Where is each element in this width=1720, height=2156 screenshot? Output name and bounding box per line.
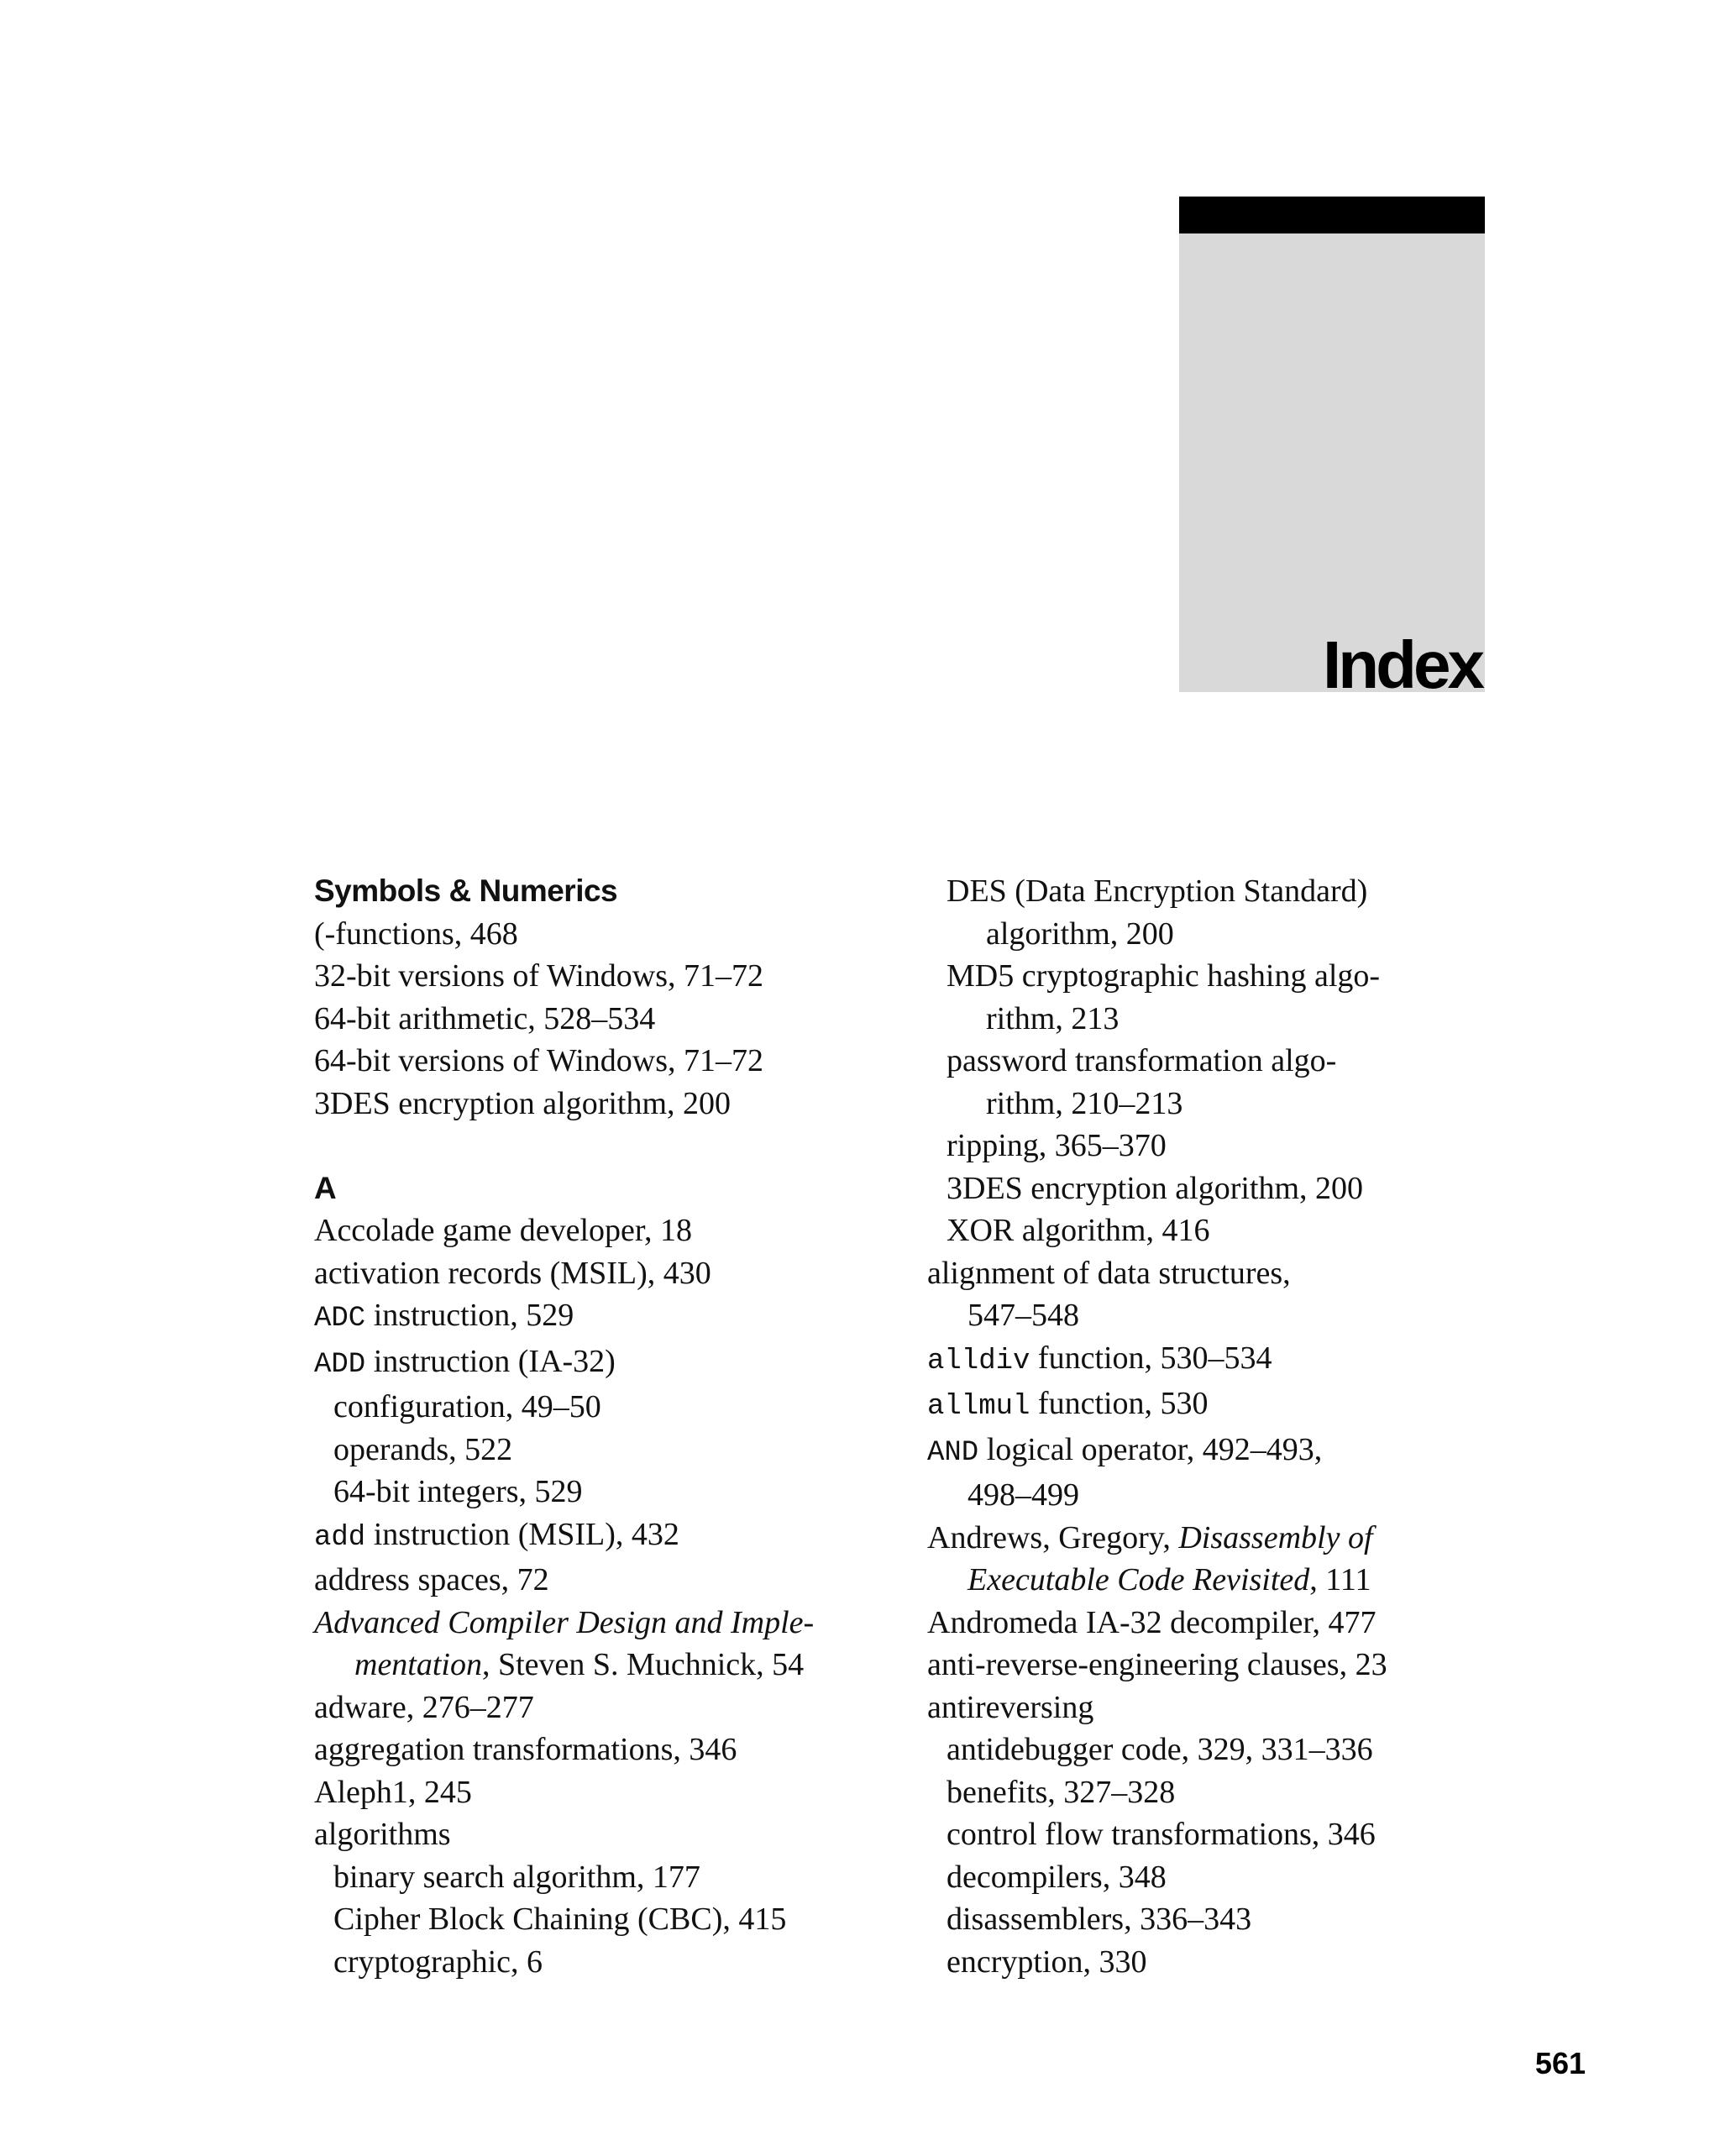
chapter-tab-bar: [1179, 197, 1485, 233]
code-term: add: [314, 1521, 366, 1554]
index-entry: Accolade game developer, 18: [314, 1213, 693, 1248]
index-subentry: binary search algorithm, 177: [333, 1859, 700, 1895]
code-term: allmul: [927, 1391, 1030, 1423]
index-subentry: password transformation algo-: [947, 1043, 1337, 1078]
index-entry: (-functions, 468: [314, 915, 518, 952]
entry-text: instruction (MSIL), 432: [365, 1516, 679, 1552]
index-subentry: MD5 cryptographic hashing algo-: [947, 958, 1381, 994]
entry-text: , 111: [1309, 1562, 1371, 1597]
entry-text: logical operator, 492–493,: [978, 1431, 1323, 1467]
entry-text: instruction (IA-32): [365, 1343, 616, 1379]
index-entry: Andromeda IA-32 decompiler, 477: [927, 1604, 1377, 1640]
index-entry: aggregation transformations, 346: [314, 1732, 737, 1767]
index-subentry: 3DES encryption algorithm, 200: [947, 1170, 1364, 1206]
page-number: 561: [1534, 2046, 1586, 2080]
entry-text: function, 530: [1030, 1386, 1209, 1421]
index-entry-continuation: 498–499: [968, 1477, 1079, 1513]
entry-text: Andrews, Gregory,: [927, 1519, 1179, 1555]
index-subentry: antidebugger code, 329, 331–336: [947, 1732, 1373, 1767]
algorithms-continued: [927, 870, 1498, 1252]
index-entry: [927, 1517, 1498, 1560]
index-subentry: control flow transformations, 346: [947, 1817, 1376, 1852]
index-entry: algorithms: [314, 1817, 451, 1852]
index-column-left: [314, 870, 868, 1983]
index-subentry: decompilers, 348: [947, 1859, 1167, 1895]
index-entry: 64-bit versions of Windows, 71–72: [314, 1043, 764, 1078]
index-entry-continuation: [314, 1644, 868, 1687]
index-subentry: ripping, 365–370: [947, 1128, 1167, 1163]
index-subentry: encryption, 330: [947, 1944, 1147, 1980]
index-entry: [927, 1382, 1498, 1429]
index-entry: 32-bit versions of Windows, 71–72: [314, 958, 764, 994]
section-heading-symbols: Symbols & Numerics: [314, 873, 618, 908]
chapter-tab: [1179, 197, 1485, 702]
index-entry: adware, 276–277: [314, 1689, 534, 1725]
index-entry-book-title: Advanced Compiler Design and Imple-: [314, 1604, 815, 1640]
index-subentry: DES (Data Encryption Standard): [947, 873, 1368, 909]
index-entry: antireversing: [927, 1689, 1094, 1725]
index-entry-continuation: [927, 1559, 1498, 1602]
index-subentry: 64-bit integers, 529: [333, 1474, 583, 1509]
index-entry: address spaces, 72: [314, 1562, 549, 1597]
index-subentry-continuation: algorithm, 200: [986, 915, 1174, 952]
entry-text: function, 530–534: [1030, 1340, 1272, 1376]
index-subentry: configuration, 49–50: [333, 1389, 601, 1424]
index-subentry-continuation: rithm, 210–213: [986, 1085, 1183, 1121]
index-entry: anti-reverse-engineering clauses, 23: [927, 1647, 1387, 1682]
book-title: Disassembly of: [1178, 1519, 1373, 1555]
code-term: AND: [927, 1436, 979, 1469]
index-entry: Aleph1, 245: [314, 1774, 472, 1810]
index-entry: [314, 1513, 868, 1560]
index-entry: 3DES encryption algorithm, 200: [314, 1085, 732, 1121]
chapter-title: Index: [1323, 627, 1481, 702]
index-entry: alignment of data structures,: [927, 1255, 1291, 1291]
index-subentry: XOR algorithm, 416: [947, 1213, 1210, 1248]
index-subentry: benefits, 327–328: [947, 1774, 1176, 1810]
index-subentry: disassemblers, 336–343: [947, 1902, 1252, 1937]
index-subentry: Cipher Block Chaining (CBC), 415: [333, 1902, 787, 1937]
code-term: alldiv: [927, 1345, 1030, 1377]
book-title: mentation: [354, 1647, 482, 1682]
entry-text: instruction, 529: [365, 1298, 574, 1333]
index-entry: activation records (MSIL), 430: [314, 1255, 711, 1291]
section-gap: [314, 1125, 868, 1167]
index-entry: [927, 1337, 1498, 1383]
index-subentry: operands, 522: [333, 1431, 513, 1467]
index-entry-continuation: 547–548: [968, 1298, 1079, 1333]
entry-text: , Steven S. Muchnick, 54: [481, 1647, 805, 1682]
index-entry: [927, 1429, 1498, 1475]
section-heading-a: A: [314, 1170, 337, 1205]
book-title: Executable Code Revisited: [968, 1562, 1310, 1597]
index-subentry-continuation: rithm, 213: [986, 1000, 1120, 1036]
index-subentry: cryptographic, 6: [333, 1944, 543, 1980]
index-column-right: [927, 870, 1498, 1983]
code-term: ADD: [314, 1348, 366, 1381]
index-entry: [314, 1294, 868, 1340]
index-entry: [314, 1340, 868, 1387]
code-term: ADC: [314, 1303, 366, 1335]
index-entry: 64-bit arithmetic, 528–534: [314, 1000, 656, 1036]
